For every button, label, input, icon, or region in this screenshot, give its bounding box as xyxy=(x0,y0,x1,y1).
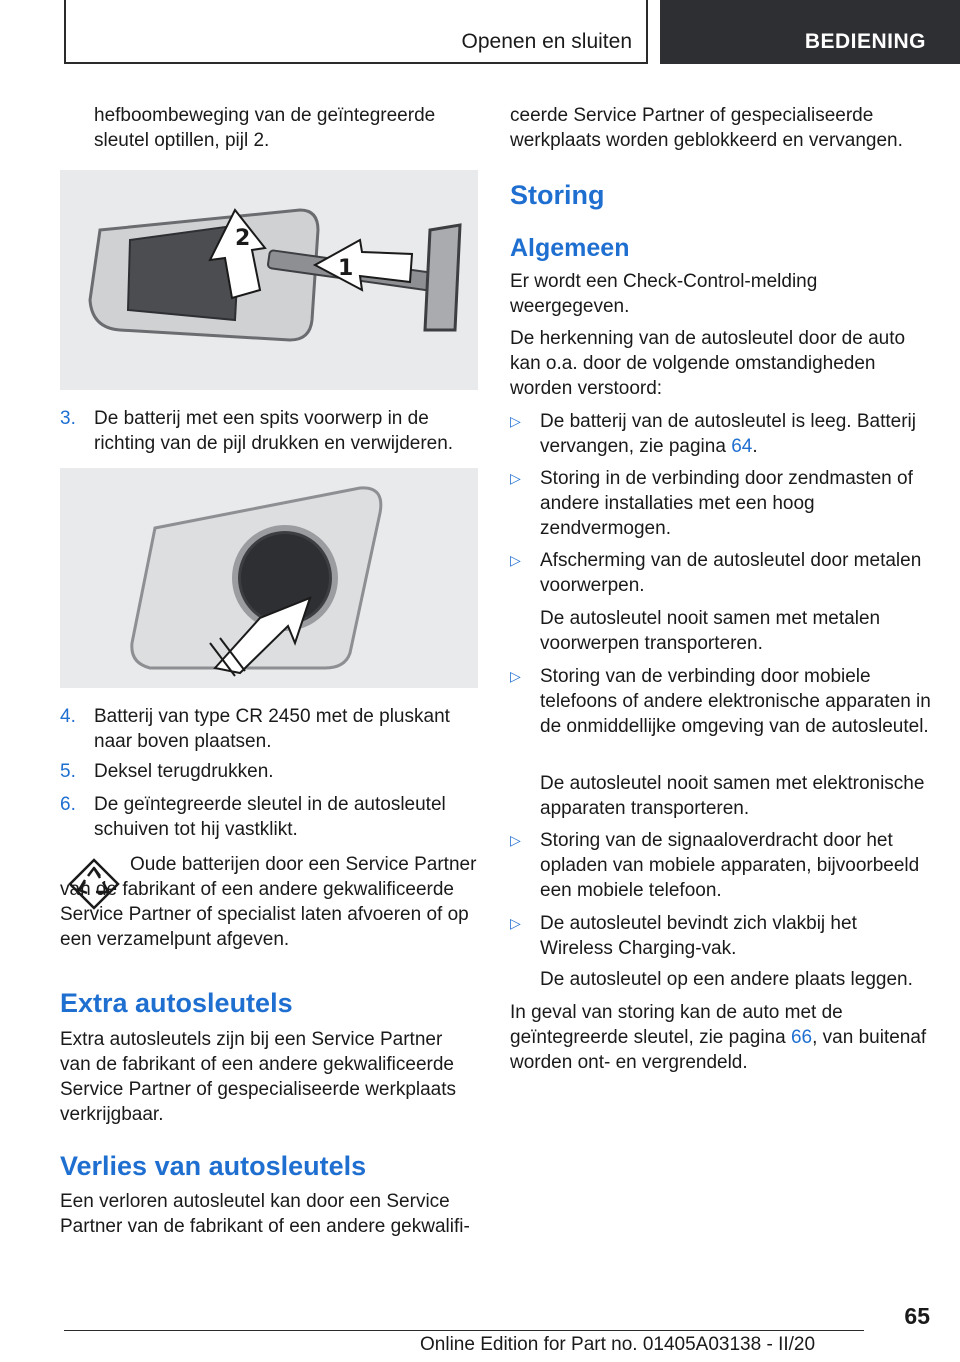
heading-verlies-autosleutels: Verlies van autosleutels xyxy=(60,1151,367,1181)
triangle-right-icon: ▷ xyxy=(510,668,521,684)
step-number: 3. xyxy=(60,408,76,429)
chapter-title: Openen en sluiten xyxy=(461,30,632,53)
heading-extra-autosleutels: Extra autosleutels xyxy=(60,988,293,1018)
heading-algemeen: Algemeen xyxy=(510,234,630,262)
step-text: Batterij van type CR 2450 met de pluskant naar boven plaatsen. xyxy=(94,706,450,752)
environment-note xyxy=(60,852,478,952)
bullet-text xyxy=(540,409,932,459)
bullet-text: De autosleutel bevindt zich vlakbij het Wireless Charging-vak. xyxy=(540,913,857,959)
step-number: 6. xyxy=(60,794,76,815)
page-number: 65 xyxy=(904,1303,930,1329)
general-paragraph-1: Er wordt een Check-Control-melding weergegeven. xyxy=(510,271,818,317)
edition-text: Online Edition for Part no. 01405A03138 - II/20 xyxy=(420,1334,816,1355)
intro-text: hefboombeweging van de geïntegreerde sleutel optillen, pijl 2. xyxy=(94,105,436,151)
closing-text-part: , van buitenaf worden ont- en vergrendeld. xyxy=(510,1027,927,1073)
key-figure-2 xyxy=(60,468,478,688)
bullet-text: Afscherming van de autosleutel door metalen voorwerpen. xyxy=(540,550,922,596)
extra-autosleutels-text: Extra autosleutels zijn bij een Service Partner van de fabrikant of een andere gekwalificeerde Service Partner of gespecialiseerde werkplaats verkrijgbaar. xyxy=(60,1029,457,1125)
bullet-text: Storing van de verbinding door mobiele telefoons of andere elektronische apparaten in de onmiddellijke omgeving van de autosleutel. xyxy=(540,666,931,737)
verlies-autosleutels-text: Een verloren autosleutel kan door een Service Partner van de fabrikant of een andere gekwalifi- xyxy=(60,1191,470,1237)
closing-text-part: In geval van storing kan de auto met de geïntegreerde sleutel, zie pagina xyxy=(510,1002,843,1048)
page-link-66[interactable]: 66 xyxy=(790,1027,813,1048)
section-label: BEDIENING xyxy=(804,30,926,53)
bullet-text-part: . xyxy=(752,436,758,457)
step-number: 5. xyxy=(60,761,76,782)
step-item xyxy=(60,759,478,785)
svg-text:1: 1 xyxy=(338,256,354,281)
bullet-note: De autosleutel nooit samen met elektronische apparaten transporteren. xyxy=(540,773,925,819)
heading-storing: Storing xyxy=(510,180,605,210)
triangle-right-icon: ▷ xyxy=(510,413,521,429)
general-paragraph-2: De herkenning van de autosleutel door de auto kan o.a. door de volgende omstandigheden worden verstoord: xyxy=(510,328,906,399)
bullet-text: Storing in de verbinding door zendmasten of andere installaties met een hoog zendvermogen. xyxy=(540,468,913,539)
triangle-right-icon: ▷ xyxy=(510,470,521,486)
step-text: De geïntegreerde sleutel in de autosleutel schuiven tot hij vastklikt. xyxy=(94,794,446,840)
closing-text xyxy=(510,1000,930,1075)
triangle-right-icon: ▷ xyxy=(510,915,521,931)
step-item xyxy=(60,406,478,458)
bullet-note: De autosleutel op een andere plaats leggen. xyxy=(540,969,913,990)
key-disassembly-illustration xyxy=(60,170,478,390)
environment-note-text: Oude batterijen door een Service Partner van de fabrikant of een andere gekwalificeerde Service Partner of specialist laten afvoeren of op een verzamelpunt afgeven. xyxy=(60,854,477,950)
header-section-box xyxy=(660,0,960,64)
triangle-right-icon: ▷ xyxy=(510,832,521,848)
step-text: De batterij met een spits voorwerp in de richting van de pijl drukken en verwijderen. xyxy=(94,408,454,454)
step-item xyxy=(60,792,478,844)
step-number: 4. xyxy=(60,706,76,727)
bullet-text-part: De batterij van de autosleutel is leeg. Batterij vervangen, zie pagina xyxy=(540,411,916,457)
bullet-text: Storing van de signaaloverdracht door het opladen van mobiele apparaten, bijvoorbeeld een mobiele telefoon. xyxy=(540,830,920,901)
footer-divider xyxy=(64,1330,864,1331)
step-item xyxy=(60,704,478,756)
battery-removal-illustration xyxy=(60,468,478,688)
key-figure-1 xyxy=(60,170,478,390)
header-chapter-box xyxy=(64,0,648,64)
triangle-right-icon: ▷ xyxy=(510,552,521,568)
page-link-64[interactable]: 64 xyxy=(731,436,753,457)
svg-text:2: 2 xyxy=(235,226,251,251)
step-text: Deksel terugdrukken. xyxy=(94,761,274,782)
continuation-text: ceerde Service Partner of gespecialiseerde werkplaats worden geblokkeerd en vervangen. xyxy=(510,105,903,151)
bullet-note: De autosleutel nooit samen met metalen voorwerpen transporteren. xyxy=(540,608,881,654)
